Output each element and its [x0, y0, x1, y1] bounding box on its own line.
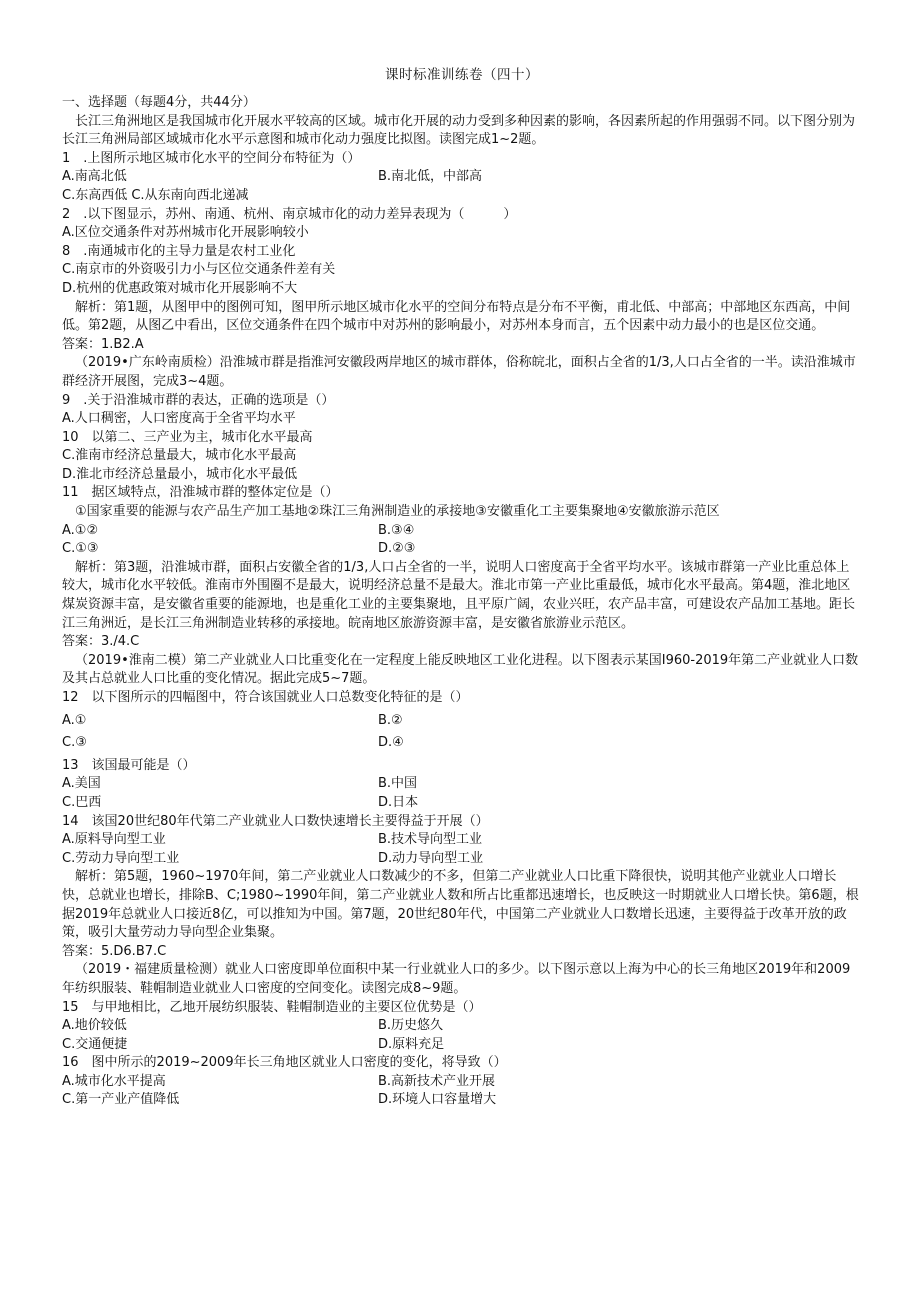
options-row: [62, 831, 862, 850]
option-c: C.交通便捷: [62, 1036, 128, 1052]
question-7: 14 该国20世纪80年代第二产业就业人口数快速增长主要得益于开展（）: [62, 813, 489, 829]
option-a: A.人口稠密，人口密度高于全省平均水平: [62, 411, 296, 427]
options-row: [62, 1091, 862, 1110]
option-b: B.中国: [378, 776, 418, 792]
option-cd: C.东高西低 C.从东南向西北递减: [62, 187, 249, 203]
option-d: D.原料充足: [378, 1036, 445, 1052]
document-page: [62, 64, 862, 1110]
option-d: D.动力导向型工业: [378, 850, 484, 866]
option-d: D.淮北市经济总量最小，城市化水平最低: [62, 466, 298, 482]
options-row: [62, 794, 862, 813]
options-row: [62, 734, 862, 753]
question-3: 9 .关于沿淮城市群的表达，正确的选项是（）: [62, 392, 335, 408]
answer: 答案：3./4.C: [62, 634, 140, 650]
option-a: A.原料导向型工业: [62, 832, 166, 848]
page-title: 课时标准训练卷（四十）: [385, 67, 539, 83]
option-c: C.第一产业产值降低: [62, 1092, 180, 1108]
option-a: A.①: [62, 712, 87, 728]
option-a: A.城市化水平提高: [62, 1073, 166, 1089]
options-row: [62, 775, 862, 794]
option-a: A.美国: [62, 776, 101, 792]
option-b: B.南北低，中部高: [378, 169, 483, 185]
options-row: [62, 522, 862, 541]
question-8: 15 与甲地相比，乙地开展纺织服装、鞋帽制造业的主要区位优势是（）: [62, 999, 482, 1015]
option-d: D.④: [378, 735, 404, 751]
option-b: 8 .南通城市化的主导力量是农村工业化: [62, 243, 296, 259]
option-d: D.杭州的优惠政策对城市化开展影响不大: [62, 280, 298, 296]
explanation: 解析：第5题，1960~1970年间，第二产业就业人口数减少的不多，但第二产业就业人口比重下降很快，说明其他产业就业人口增长快，总就业也增长，排除B、C;1980~1990年间，第二产业就业人数和所占比重都迅速增长，也反映这一时期就业人口增长快。第6题，根据2019年总就业人口接近8亿，可以推知为中国。第7题，20世纪80年代，中国第二产业就业人口数增长迅速，主要得益于改革开放的政策，吸引大量劳动力导向型企业集聚。: [62, 869, 859, 941]
option-b: B.③④: [378, 522, 415, 538]
question-5: 12 以下图所示的四幅图中，符合该国就业人口总数变化特征的是（）: [62, 690, 469, 705]
option-b: B.高新技术产业开展: [378, 1073, 496, 1089]
option-c: C.①③: [62, 541, 99, 557]
option-c: C.③: [62, 735, 87, 751]
options-row: [62, 850, 862, 869]
question-4-items: ①国家重要的能源与农产品生产加工基地②珠江三角洲制造业的承接地③安徽重化工主要集聚地④安徽旅游示范区: [75, 504, 720, 520]
option-d: D.日本: [378, 794, 419, 810]
question-1: 1 .上图所示地区城市化水平的空间分布特征为（）: [62, 150, 361, 166]
option-a: A.地价较低: [62, 1018, 127, 1034]
option-b: B.②: [378, 712, 403, 728]
explanation: 解析：第3题，沿淮城市群，面积占安徽全省的1/3,人口占全省的一半，说明人口密度高于全省平均水平。该城市群第一产业比重总体上较大，城市化水平较低。淮南市外围圈不是最大，说明经济总量不是最大。淮北市第一产业比重最低，城市化水平最高。第4题，淮北地区煤炭资源丰富，是安徽省重要的能源地，也是重化工业的主要集聚地，且平原广阔，农业兴旺，农产品丰富，可建设农产品加工基地。距长江三角洲近，是长江三角洲制造业转移的承接地。皖南地区旅游资源丰富，是安徽省旅游业示范区。: [62, 559, 856, 631]
answer: 答案：5.D6.B7.C: [62, 943, 167, 959]
options-row: [62, 1073, 862, 1092]
option-b: B.技术导向型工业: [378, 832, 483, 848]
options-row: [62, 168, 862, 187]
option-c: C.南京市的外资吸引力小与区位交通条件差有关: [62, 262, 336, 278]
option-c: C.巴西: [62, 794, 102, 810]
options-row: [62, 540, 862, 559]
section-heading: 一、选择题（每题4分，共44分）: [62, 95, 256, 110]
option-c: C.淮南市经济总量最大，城市化水平最高: [62, 448, 297, 464]
explanation: 解析：第1题，从图甲中的图例可知，图甲所示地区城市化水平的空间分布特点是分布不平衡，甫北低、中部高；中部地区东西高，中间低。第2题，从图乙中看出，区位交通条件在四个城市中对苏州的影响最小，对苏州本身而言，五个因素中动力最小的也是区位交通。: [62, 299, 851, 334]
intro-paragraph: （2019•淮南二模）第二产业就业人口比重变化在一定程度上能反映地区工业化进程。以下图表示某国I960-2019年第二产业就业人口数及其占总就业人口比重的变化情况。据此完成5~7题。: [62, 652, 859, 687]
question-6: 13 该国最可能是（）: [62, 757, 196, 773]
option-a: A.南高北低: [62, 169, 127, 185]
options-row: [62, 1017, 862, 1036]
question-4: 11 据区域特点，沿淮城市群的整体定位是（）: [62, 485, 339, 501]
options-row: [62, 1036, 862, 1055]
answer: 答案：1.B2.A: [62, 336, 144, 352]
intro-paragraph: （2019・福建质量检测）就业人口密度即单位面积中某一行业就业人口的多少。以下图示意以上海为中心的长三角地区2019年和2009年纺织服装、鞋帽制造业就业人口密度的空间变化。读图完成8~9题。: [62, 962, 851, 996]
question-2: 2 .以下图显示，苏州、南通、杭州、南京城市化的动力差异表现为（ ）: [62, 206, 517, 222]
option-b: 10 以第二、三产业为主，城市化水平最高: [62, 429, 313, 445]
option-a: A.①②: [62, 522, 99, 538]
options-row: [62, 712, 862, 731]
option-c: C.劳动力导向型工业: [62, 850, 180, 866]
option-a: A.区位交通条件对苏州城市化开展影响较小: [62, 225, 309, 241]
option-d: D.环境人口容量增大: [378, 1092, 497, 1108]
intro-paragraph: （2019•广东岭南质检）沿淮城市群是指淮河安徽段两岸地区的城市群体，俗称皖北，面积占全省的1/3,人口占全省的一半。读沿淮城市群经济开展图，完成3~4题。: [62, 355, 856, 389]
option-d: D.②③: [378, 541, 416, 557]
option-b: B.历史悠久: [378, 1018, 444, 1034]
intro-paragraph: 长江三角洲地区是我国城市化开展水平较高的区域。城市化开展的动力受到多种因素的影响，各因素所起的作用强弱不同。以下图分别为长江三角洲局部区域城市化水平示意图和城市化动力强度比拟图。读图完成1~2题。: [62, 113, 856, 148]
question-9: 16 图中所示的2019~2009年长三角地区就业人口密度的变化，将导致（）: [62, 1055, 507, 1071]
